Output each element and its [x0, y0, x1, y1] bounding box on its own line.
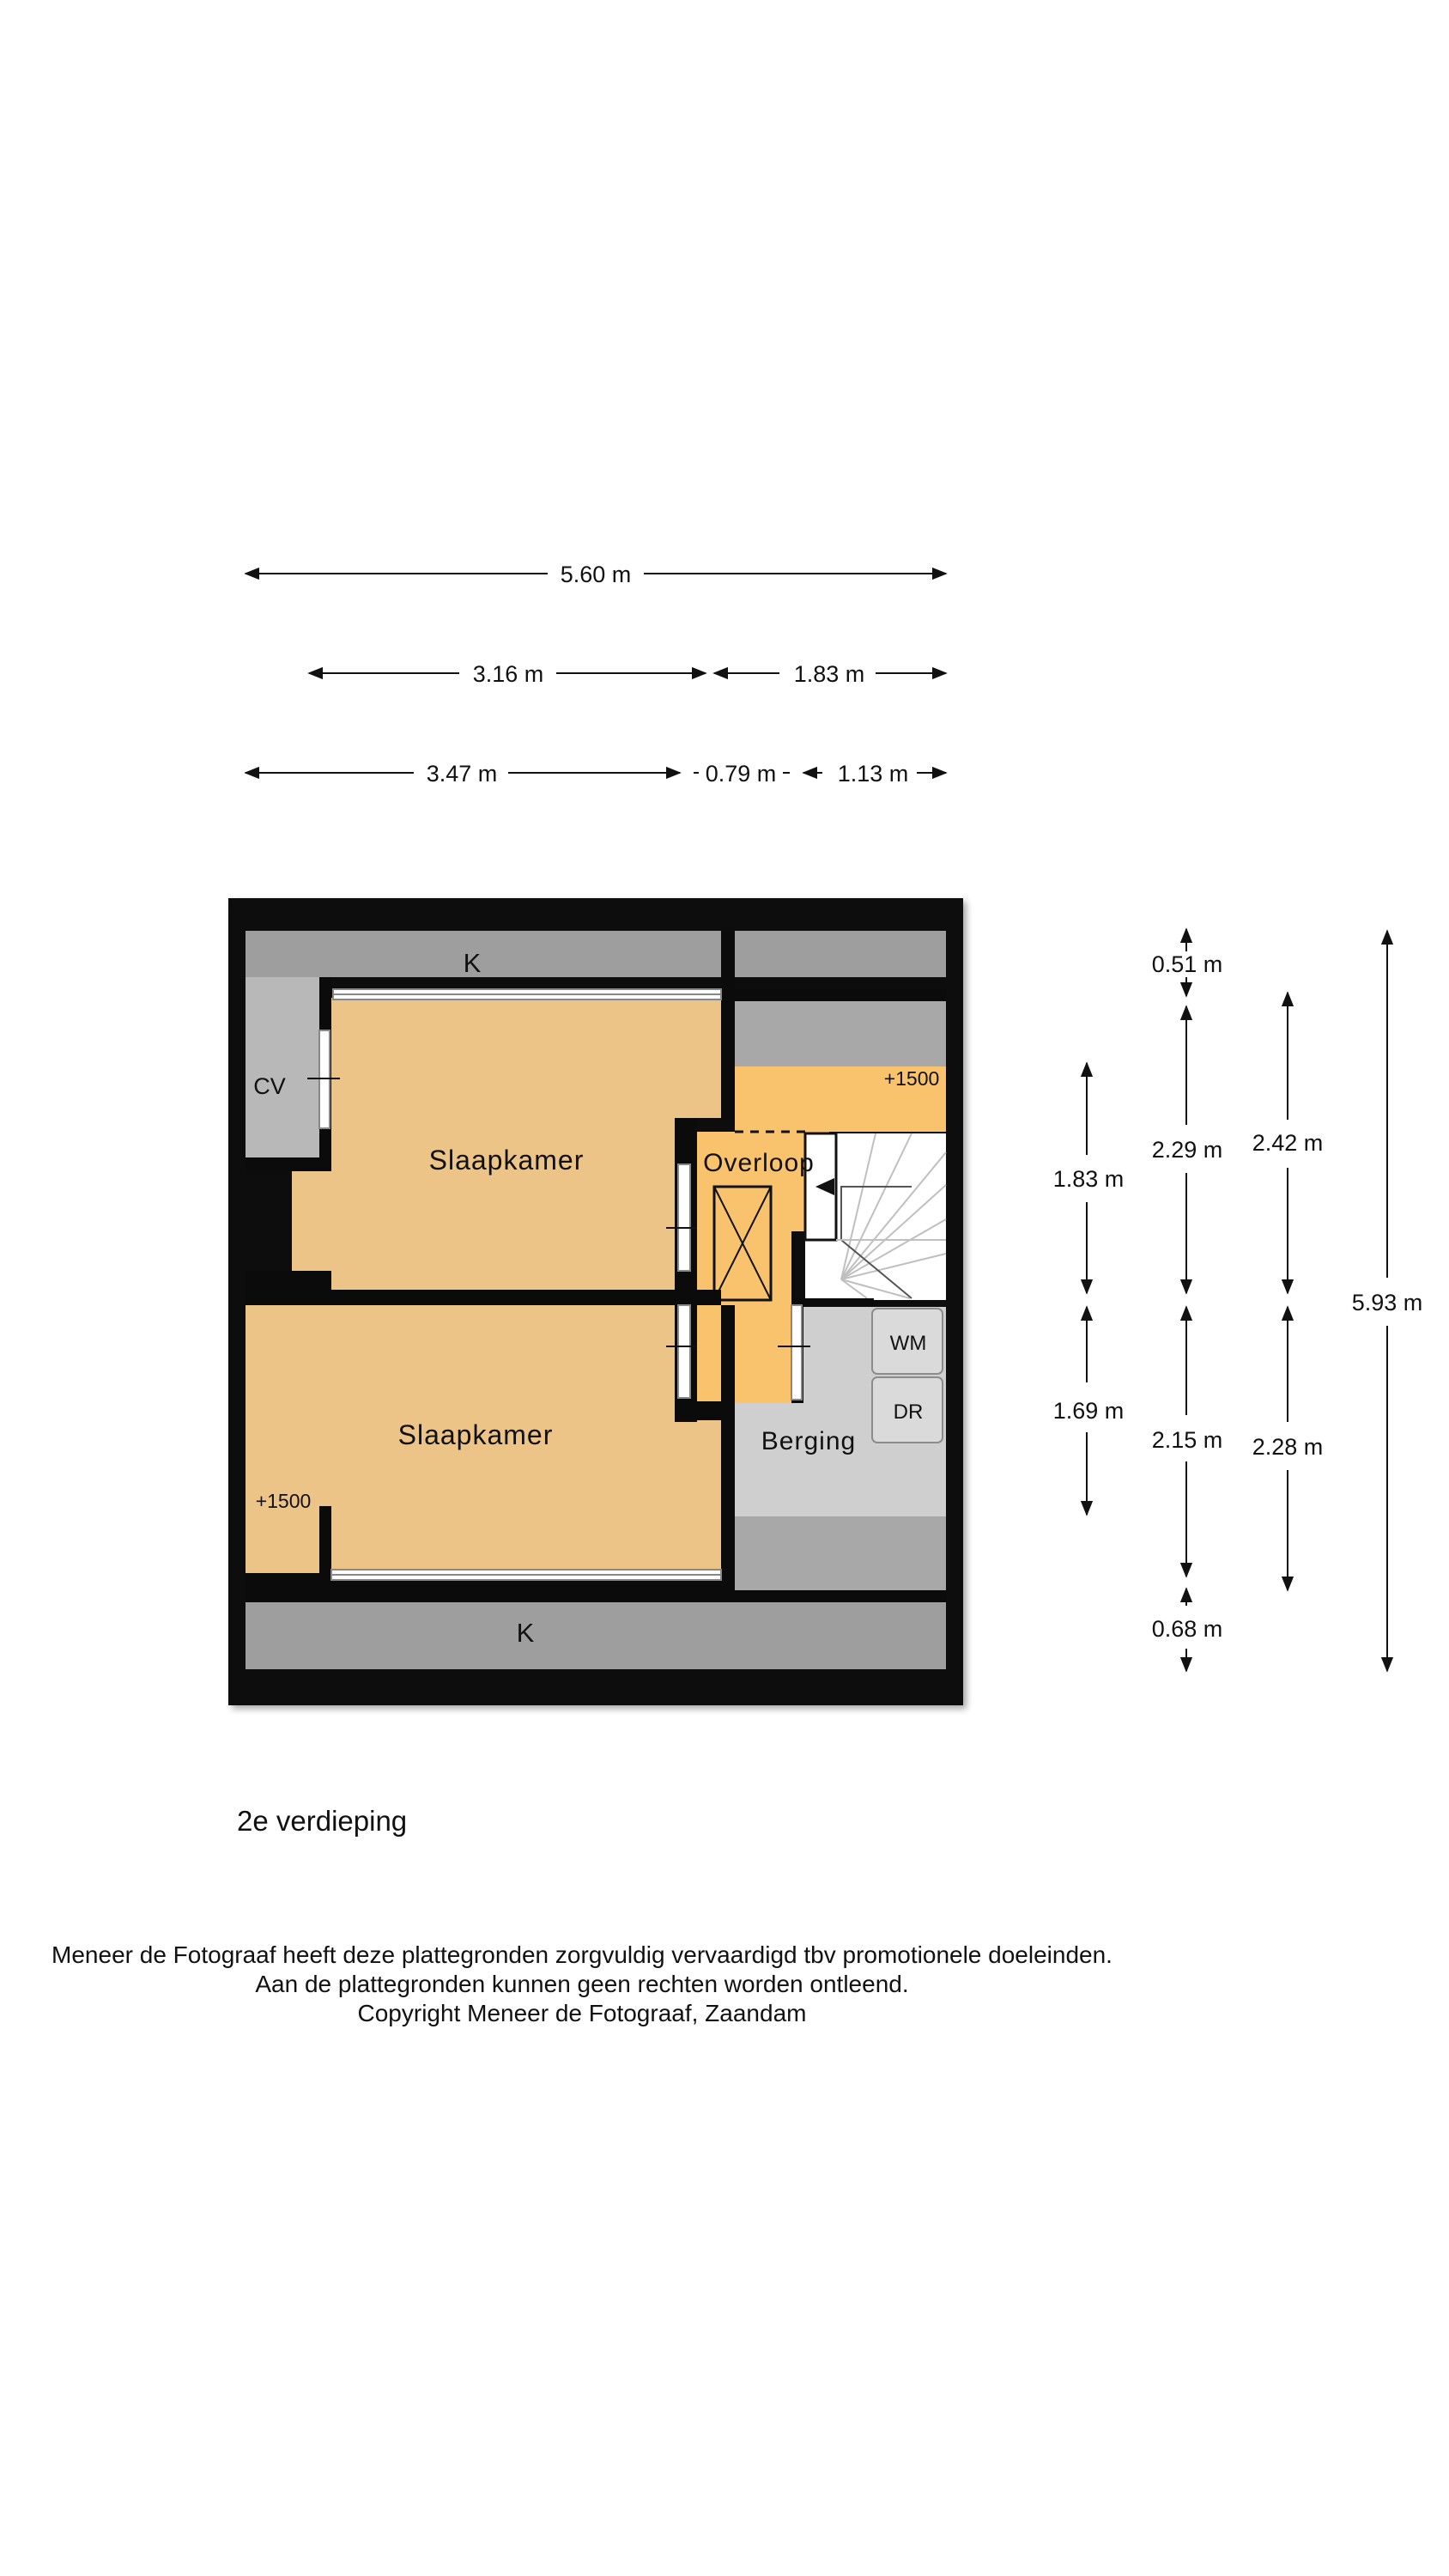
- label-knee-wall-top: K: [463, 948, 482, 978]
- cv-room: [246, 977, 319, 1157]
- dim-total-width: 5.60 m: [560, 562, 632, 587]
- label-bedroom-bottom: Slaapkamer: [397, 1419, 554, 1450]
- label-landing: Overloop: [703, 1149, 815, 1177]
- dim-row3-left: 3.47 m: [426, 761, 498, 787]
- dim-col3-lower: 2.28 m: [1252, 1434, 1324, 1460]
- vertical-dimensions: [1087, 929, 1387, 1671]
- label-height-bottom: +1500: [255, 1490, 312, 1512]
- staircase: [805, 1133, 946, 1300]
- dim-row2-right: 1.83 m: [793, 661, 865, 687]
- dim-col2-upper: 2.29 m: [1151, 1137, 1223, 1163]
- knee-wall-top-right: [735, 931, 946, 977]
- plan-body: [228, 898, 963, 1705]
- label-bedroom-top: Slaapkamer: [428, 1145, 585, 1176]
- dim-row2-left: 3.16 m: [472, 661, 544, 687]
- dim-total-height: 5.93 m: [1351, 1290, 1423, 1315]
- dim-row3-middle: 0.79 m: [705, 761, 777, 787]
- knee-wall-top-left: [246, 931, 726, 977]
- dim-col2-lower: 2.15 m: [1151, 1427, 1223, 1453]
- disclaimer-line-2: Aan de plattegronden kunnen geen rechten worden ontleend.: [255, 1971, 909, 1997]
- vertical-dimension-labels: [1053, 951, 1423, 1642]
- disclaimer-line-3: Copyright Meneer de Fotograaf, Zaandam: [357, 2000, 807, 2026]
- label-dryer: DR: [893, 1400, 924, 1424]
- knee-wall-bottom: [246, 1602, 946, 1669]
- dim-col1-bottom: 1.69 m: [1052, 1398, 1125, 1424]
- floor-title: 2e verdieping: [237, 1805, 408, 1837]
- dim-col1-top: 1.83 m: [1052, 1166, 1125, 1192]
- label-height-top: +1500: [883, 1067, 940, 1090]
- label-knee-wall-bottom: K: [516, 1618, 535, 1648]
- landing-lower-floor: [697, 1231, 791, 1403]
- grey-bottom-right: [735, 1516, 946, 1590]
- dim-row3-right: 1.13 m: [837, 761, 909, 787]
- label-storage: Berging: [761, 1427, 857, 1455]
- label-washing-machine: WM: [889, 1332, 927, 1355]
- dim-col2-bottom: 0.68 m: [1151, 1616, 1223, 1642]
- label-cv: CV: [253, 1073, 286, 1099]
- bedroom-top-floor: [292, 998, 721, 1290]
- dim-col3-upper: 2.42 m: [1252, 1130, 1324, 1156]
- disclaimer-line-1: Meneer de Fotograaf heeft deze plattegronden zorgvuldig vervaardigd tbv promotionele doeleinden.: [52, 1941, 1113, 1968]
- dim-col2-top: 0.51 m: [1151, 951, 1223, 977]
